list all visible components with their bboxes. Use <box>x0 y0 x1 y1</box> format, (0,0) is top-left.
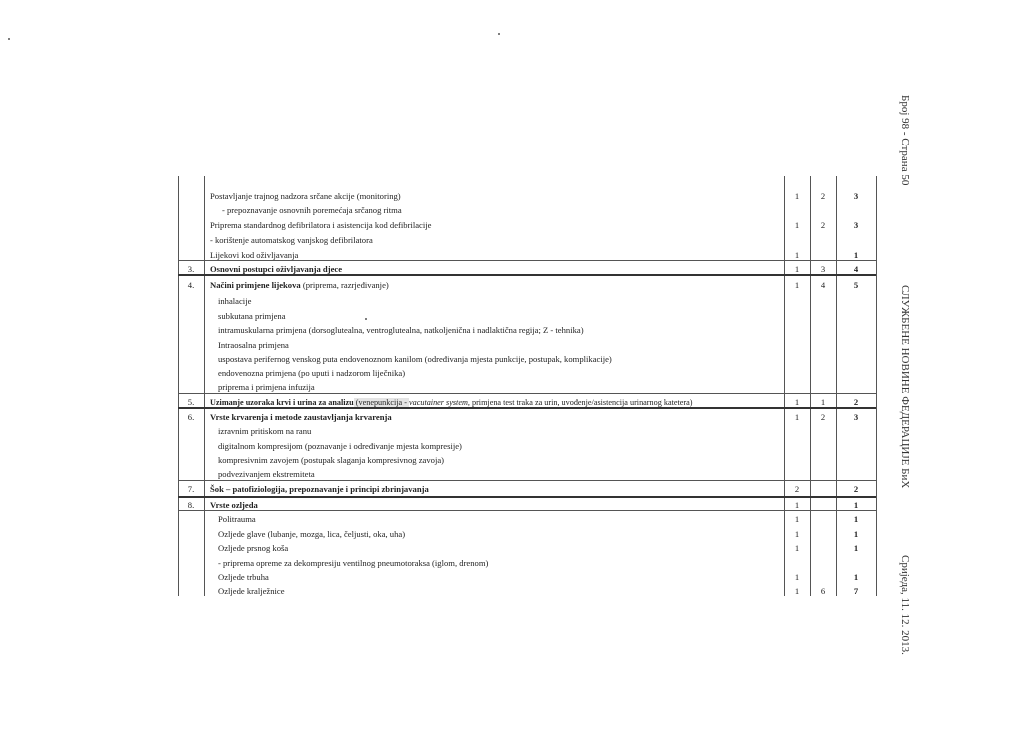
row-number: 3. <box>187 264 195 274</box>
cell-practice: 2 <box>820 220 826 230</box>
table-border-right <box>876 176 877 596</box>
row-text: kompresivnim zavojem (postupak slaganja kompresivnog zavoja) <box>218 455 445 465</box>
row-text: priprema i primjena infuzija <box>218 382 315 392</box>
table-row-section <box>178 499 876 512</box>
cell-total: 5 <box>853 280 859 290</box>
row-text: Vrste krvarenja i metode zaustavljanja krvarenja <box>210 412 392 422</box>
row-text: izravnim pritiskom na ranu <box>218 426 312 436</box>
running-header <box>895 95 915 685</box>
table-row <box>178 190 876 203</box>
table-row <box>178 234 876 247</box>
table-row <box>178 440 876 453</box>
table-row <box>178 542 876 555</box>
cell-practice: 4 <box>820 280 826 290</box>
cell-theory: 1 <box>794 220 800 230</box>
cell-theory: 1 <box>794 397 800 407</box>
cell-practice: 2 <box>820 191 826 201</box>
table-row <box>178 310 876 323</box>
cell-practice: 3 <box>820 264 826 274</box>
row-text: podvezivanjem ekstremiteta <box>218 469 315 479</box>
row-text: Postavljanje trajnog nadzora srčane akcije (monitoring) <box>210 191 401 201</box>
table-row-section <box>178 263 876 276</box>
row-text-rest: (priprema, razrjeđivanje) <box>300 280 389 290</box>
row-number: 8. <box>187 500 195 510</box>
table-row <box>178 295 876 308</box>
row-number: 7. <box>187 484 195 494</box>
row-text: Ozljede trbuha <box>218 572 269 582</box>
table-row-section <box>178 411 876 424</box>
cell-total: 3 <box>853 412 859 422</box>
issue-date: Сриједа, 11. 12. 2013. <box>899 555 911 655</box>
row-text: inhalacije <box>218 296 252 306</box>
row-text: Osnovni postupci oživljavanja djece <box>210 264 343 274</box>
cell-total: 3 <box>853 191 859 201</box>
cell-theory: 1 <box>794 191 800 201</box>
row-text-bold: Načini primjene lijekova <box>210 280 301 290</box>
row-number: 4. <box>187 280 195 290</box>
table-row <box>178 339 876 352</box>
cell-theory: 1 <box>794 412 800 422</box>
row-text-bold: Uzimanje uzoraka krvi i urina za analizu <box>210 398 354 407</box>
table-row <box>178 249 876 262</box>
cell-theory: 1 <box>794 264 800 274</box>
cell-practice: 2 <box>820 412 826 422</box>
table-row-section <box>178 396 876 409</box>
row-text: intramuskularna primjena (dorsoglutealna, ventroglutealna, natkoljenična i nadlaktična regija; Z - tehnika) <box>218 325 584 335</box>
cell-total: 1 <box>853 543 859 553</box>
cell-total: 1 <box>853 514 859 524</box>
cell-theory: 1 <box>794 500 800 510</box>
scan-speck <box>498 33 500 35</box>
row-text: Priprema standardnog defibrilatora i asistencija kod defibrilacije <box>210 220 432 230</box>
row-text: Politrauma <box>218 514 256 524</box>
row-text <box>210 279 389 292</box>
table-row <box>178 425 876 438</box>
row-number: 6. <box>187 412 195 422</box>
cell-theory: 1 <box>794 280 800 290</box>
row-number: 5. <box>187 397 195 407</box>
cell-theory: 1 <box>794 586 800 596</box>
row-text: Ozljede glave (lubanje, mozga, lica, čeljusti, oka, uha) <box>218 529 406 539</box>
row-text <box>210 396 692 409</box>
table-row <box>178 324 876 337</box>
table-row <box>178 528 876 541</box>
table-row <box>178 585 876 598</box>
cell-total: 2 <box>853 397 859 407</box>
row-text: - korištenje automatskog vanjskog defibrilatora <box>210 235 373 245</box>
cell-theory: 1 <box>794 514 800 524</box>
row-text: Šok – patofiziologija, prepoznavanje i principi zbrinjavanja <box>210 484 429 494</box>
row-text: - prepoznavanje osnovnih poremećaja srčanog ritma <box>222 205 402 215</box>
table-row-section <box>178 483 876 496</box>
cell-practice: 1 <box>820 397 826 407</box>
row-text: Vrste ozljeda <box>210 500 258 510</box>
cell-total: 7 <box>853 586 859 596</box>
row-text: uspostava perifernog venskog puta endovenoznom kanilom (određivanja mjesta punkcije, postupak, komplikacije) <box>218 354 612 364</box>
table-row <box>178 571 876 584</box>
table-row <box>178 454 876 467</box>
cell-total: 4 <box>853 264 859 274</box>
cell-theory: 1 <box>794 250 800 260</box>
row-separator <box>178 496 876 498</box>
row-text: endovenozna primjena (po uputi i nadzorom liječnika) <box>218 368 406 378</box>
row-text: subkutana primjena <box>218 311 286 321</box>
cell-total: 1 <box>853 572 859 582</box>
table-row <box>178 367 876 380</box>
table-row <box>178 381 876 394</box>
scan-speck <box>8 38 10 40</box>
cell-theory: 1 <box>794 543 800 553</box>
table-row <box>178 219 876 232</box>
row-text: Intraosalna primjena <box>218 340 289 350</box>
cell-theory: 1 <box>794 529 800 539</box>
page-number: Број 98 - Страна 50 <box>899 95 911 186</box>
cell-total: 1 <box>853 529 859 539</box>
gazette-title: СЛУЖБЕНЕ НОВИНЕ ФЕДЕРАЦИЈЕ БиХ <box>899 285 911 489</box>
row-text: digitalnom kompresijom (poznavanje i određivanje mjesta kompresije) <box>218 441 462 451</box>
cell-total: 2 <box>853 484 859 494</box>
table-row <box>178 353 876 366</box>
row-text: - priprema opreme za dekompresiju ventilnog pneumotoraksa (iglom, drenom) <box>218 558 489 568</box>
cell-theory: 2 <box>794 484 800 494</box>
cell-practice: 6 <box>820 586 826 596</box>
row-text: Ozljede kralježnice <box>218 586 285 596</box>
cell-total: 1 <box>853 500 859 510</box>
row-text: Lijekovi kod oživljavanja <box>210 250 299 260</box>
row-text-b: , primjena test traka za urin, uvođenje/asistencija urinarnog katetera) <box>467 398 693 407</box>
table-row <box>178 557 876 570</box>
cell-total: 1 <box>853 250 859 260</box>
table-row <box>178 468 876 481</box>
table-row <box>178 204 876 217</box>
table-row-section <box>178 279 876 292</box>
table-row <box>178 513 876 526</box>
row-text-italic: vacutainer system <box>408 398 468 407</box>
row-text-a: (venepunkcija - <box>353 398 409 407</box>
cell-total: 3 <box>853 220 859 230</box>
cell-theory: 1 <box>794 572 800 582</box>
row-text: Ozljede prsnog koša <box>218 543 289 553</box>
